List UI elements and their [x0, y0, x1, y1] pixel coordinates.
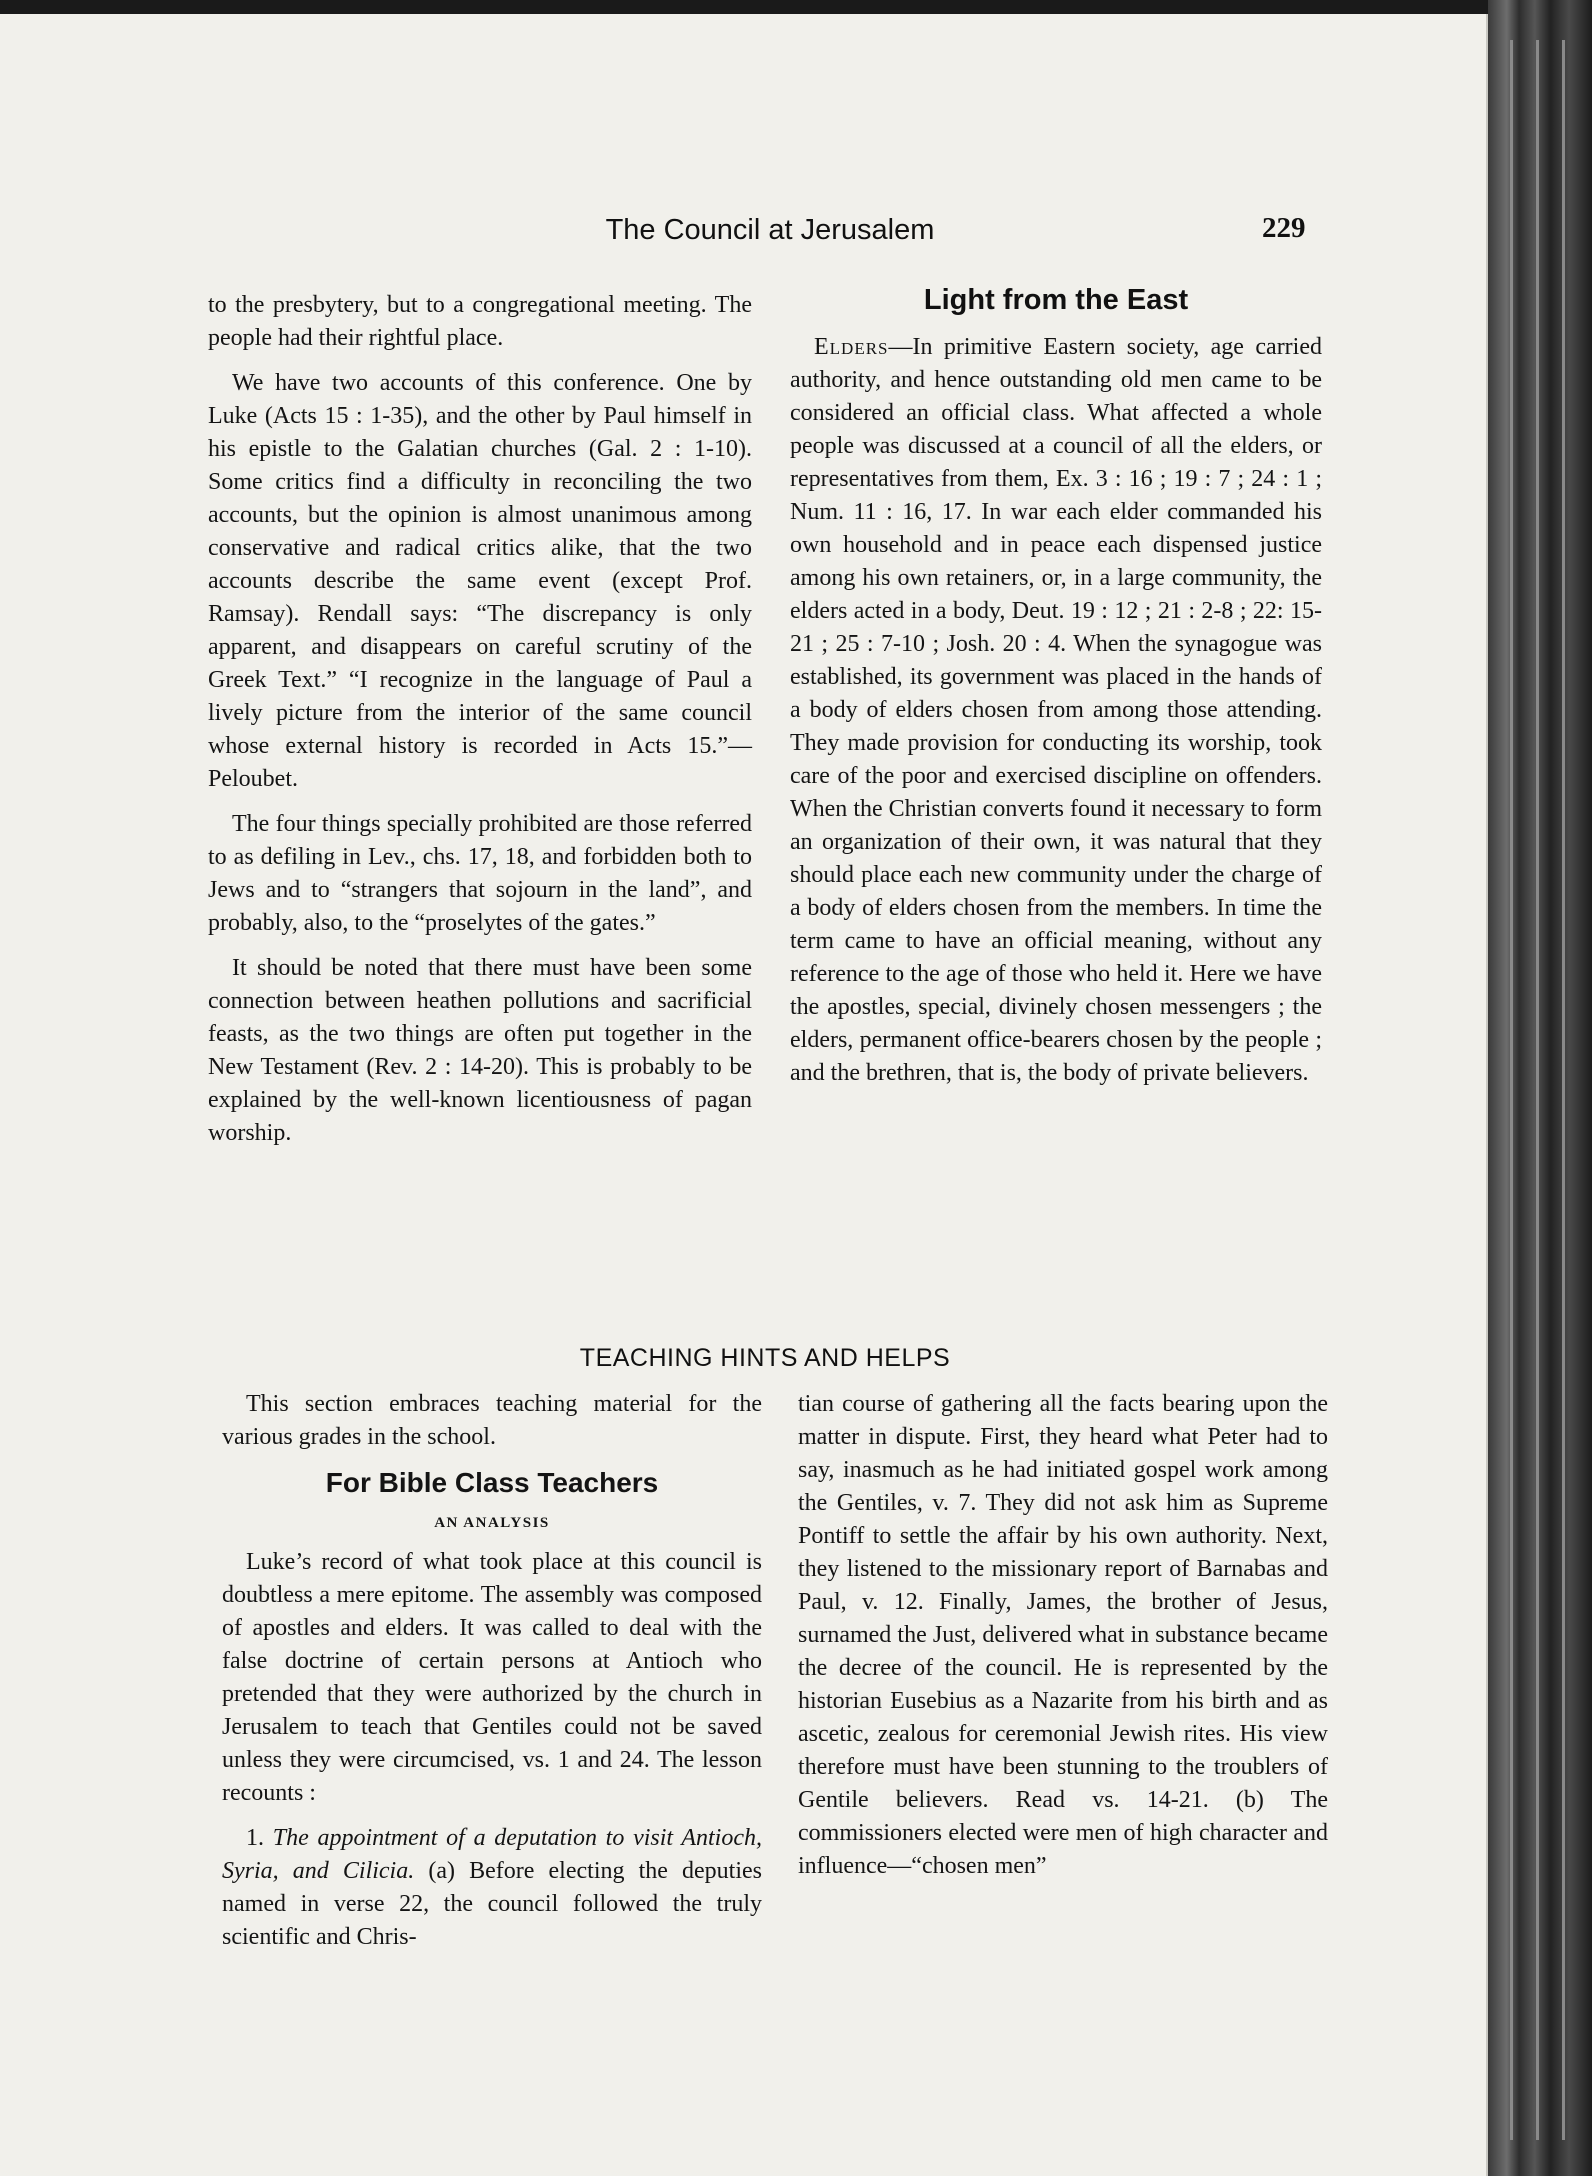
item-text: (a) Before electing the deputies named in verse 22, the council followed the truly scientific and Chris- [222, 1858, 763, 1950]
section-heading: Light from the East [923, 284, 1189, 316]
page-number: 229 [1262, 212, 1306, 244]
running-head: The Council at Jerusalem [605, 214, 935, 246]
paragraph: It should be noted that there must have been some connection between heathen pollutions and sacrificial feasts, as the two things are often put together in the New Testament (Rev. 2 : 14-20). This is probably to be explained by the well-known licentiousness of pagan worship. [208, 955, 752, 1146]
section-banner: TEACHING HINTS AND HELPS [579, 1344, 951, 1372]
right-column-bottom [798, 1388, 1328, 1895]
paragraph: Luke’s record of what took place at this council is doubtless a mere epitome. The assembly was composed of apostles and elders. It was called to deal with the false doctrine of certain persons at Antioch who pretended that they were authorized by the church in Jerusalem to teach that Gentiles could not be saved unless they were circumcised, vs. 1 and 24. The lesson recounts : [222, 1549, 762, 1806]
paragraph: We have two accounts of this conference. One by Luke (Acts 15 : 1-35), and the other by Paul himself in his epistle to the Galatian churches (Gal. 2 : 1-10). Some critics find a difficulty in reconciling the two accounts, but the opinion is almost unanimous among conservative and radical critics alike, that the two accounts describe the same event (except Prof. Ramsay). Rendall says: “The discrepancy is only apparent, and disappears on careful scrutiny of the Greek Text.” “I recognize in the language of Paul a lively picture from the interior of the same council whose external history is recorded in Acts 15.”—Peloubet. [208, 370, 752, 792]
paragraph: The four things specially prohibited are those referred to as defiling in Lev., chs. 17, 18, and forbidden both to Jews and to “strangers that sojourn in the land”, and probably, also, to the “proselytes of the gates.” [208, 811, 752, 936]
paragraph [790, 331, 1322, 1090]
edge-line [1536, 40, 1539, 2140]
edge-line [1510, 40, 1513, 2140]
lead-word: Elders [814, 334, 889, 360]
book-page [0, 14, 1488, 2176]
left-column-top [208, 289, 752, 1162]
minor-heading: AN ANALYSIS [434, 1515, 550, 1531]
paragraph: This section embraces teaching material for the various grades in the school. [222, 1391, 762, 1450]
left-column-bottom [222, 1388, 762, 1966]
paragraph-text: —In primitive Eastern society, age carried authority, and hence outstanding old men came to be considered an official class. What affected a whole people was discussed at a council of all the elders, or representatives from them, Ex. 3 : 16 ; 19 : 7 ; 24 : 1 ; Num. 11 : 16, 17. In war each elder commanded his own household and in peace each dispensed justice among his own retainers, or, in a large community, the elders acted in a body, Deut. 19 : 12 ; 21 : 2-8 ; 22: 15-21 ; 25 : 7-10 ; Josh. 20 : 4. When the synagogue was established, its government was placed in the hands of a body of elders chosen from among those attending. They made provision for conducting its worship, took care of the poor and exercised discipline on offenders. When the Christian converts found it necessary to form an organization of their own, it was natural that they should place each new community under the charge of a body of elders chosen from the members. In time the term came to have an official meaning, without any reference to the age of those who held it. Here we have the apostles, special, divinely chosen messengers ; the elders, permanent office-bearers chosen by the people ; and the brethren, that is, the body of private believers. [790, 334, 1322, 1086]
book-spine-edge [1488, 0, 1592, 2176]
paragraph: to the presbytery, but to a congregational meeting. The people had their rightful place. [208, 292, 752, 351]
list-item [222, 1822, 762, 1954]
right-column-top [790, 284, 1322, 1102]
item-number: 1. [246, 1825, 264, 1851]
item-title: The appointment of a deputation to visit Antioch, Syria, and Cilicia. [222, 1825, 762, 1884]
paragraph: tian course of gathering all the facts bearing upon the matter in dispute. First, they heard what Peter had to say, inasmuch as he had initiated gospel work among the Gentiles, v. 7. They did not ask him as Supreme Pontiff to settle the affair by his own authority. Next, they listened to the missionary report of Barnabas and Paul, v. 12. Finally, James, the brother of Jesus, surnamed the Just, delivered what in substance became the decree of the council. He is represented by the historian Eusebius as a Nazarite from his birth and as ascetic, zealous for ceremonial Jewish rites. His view therefore must have been stunning to the troublers of Gentile believers. Read vs. 14-21. (b) The commissioners elected were men of high character and influence—“chosen men” [798, 1391, 1328, 1879]
edge-line [1562, 40, 1565, 2140]
subsection-heading: For Bible Class Teachers [325, 1467, 659, 1498]
